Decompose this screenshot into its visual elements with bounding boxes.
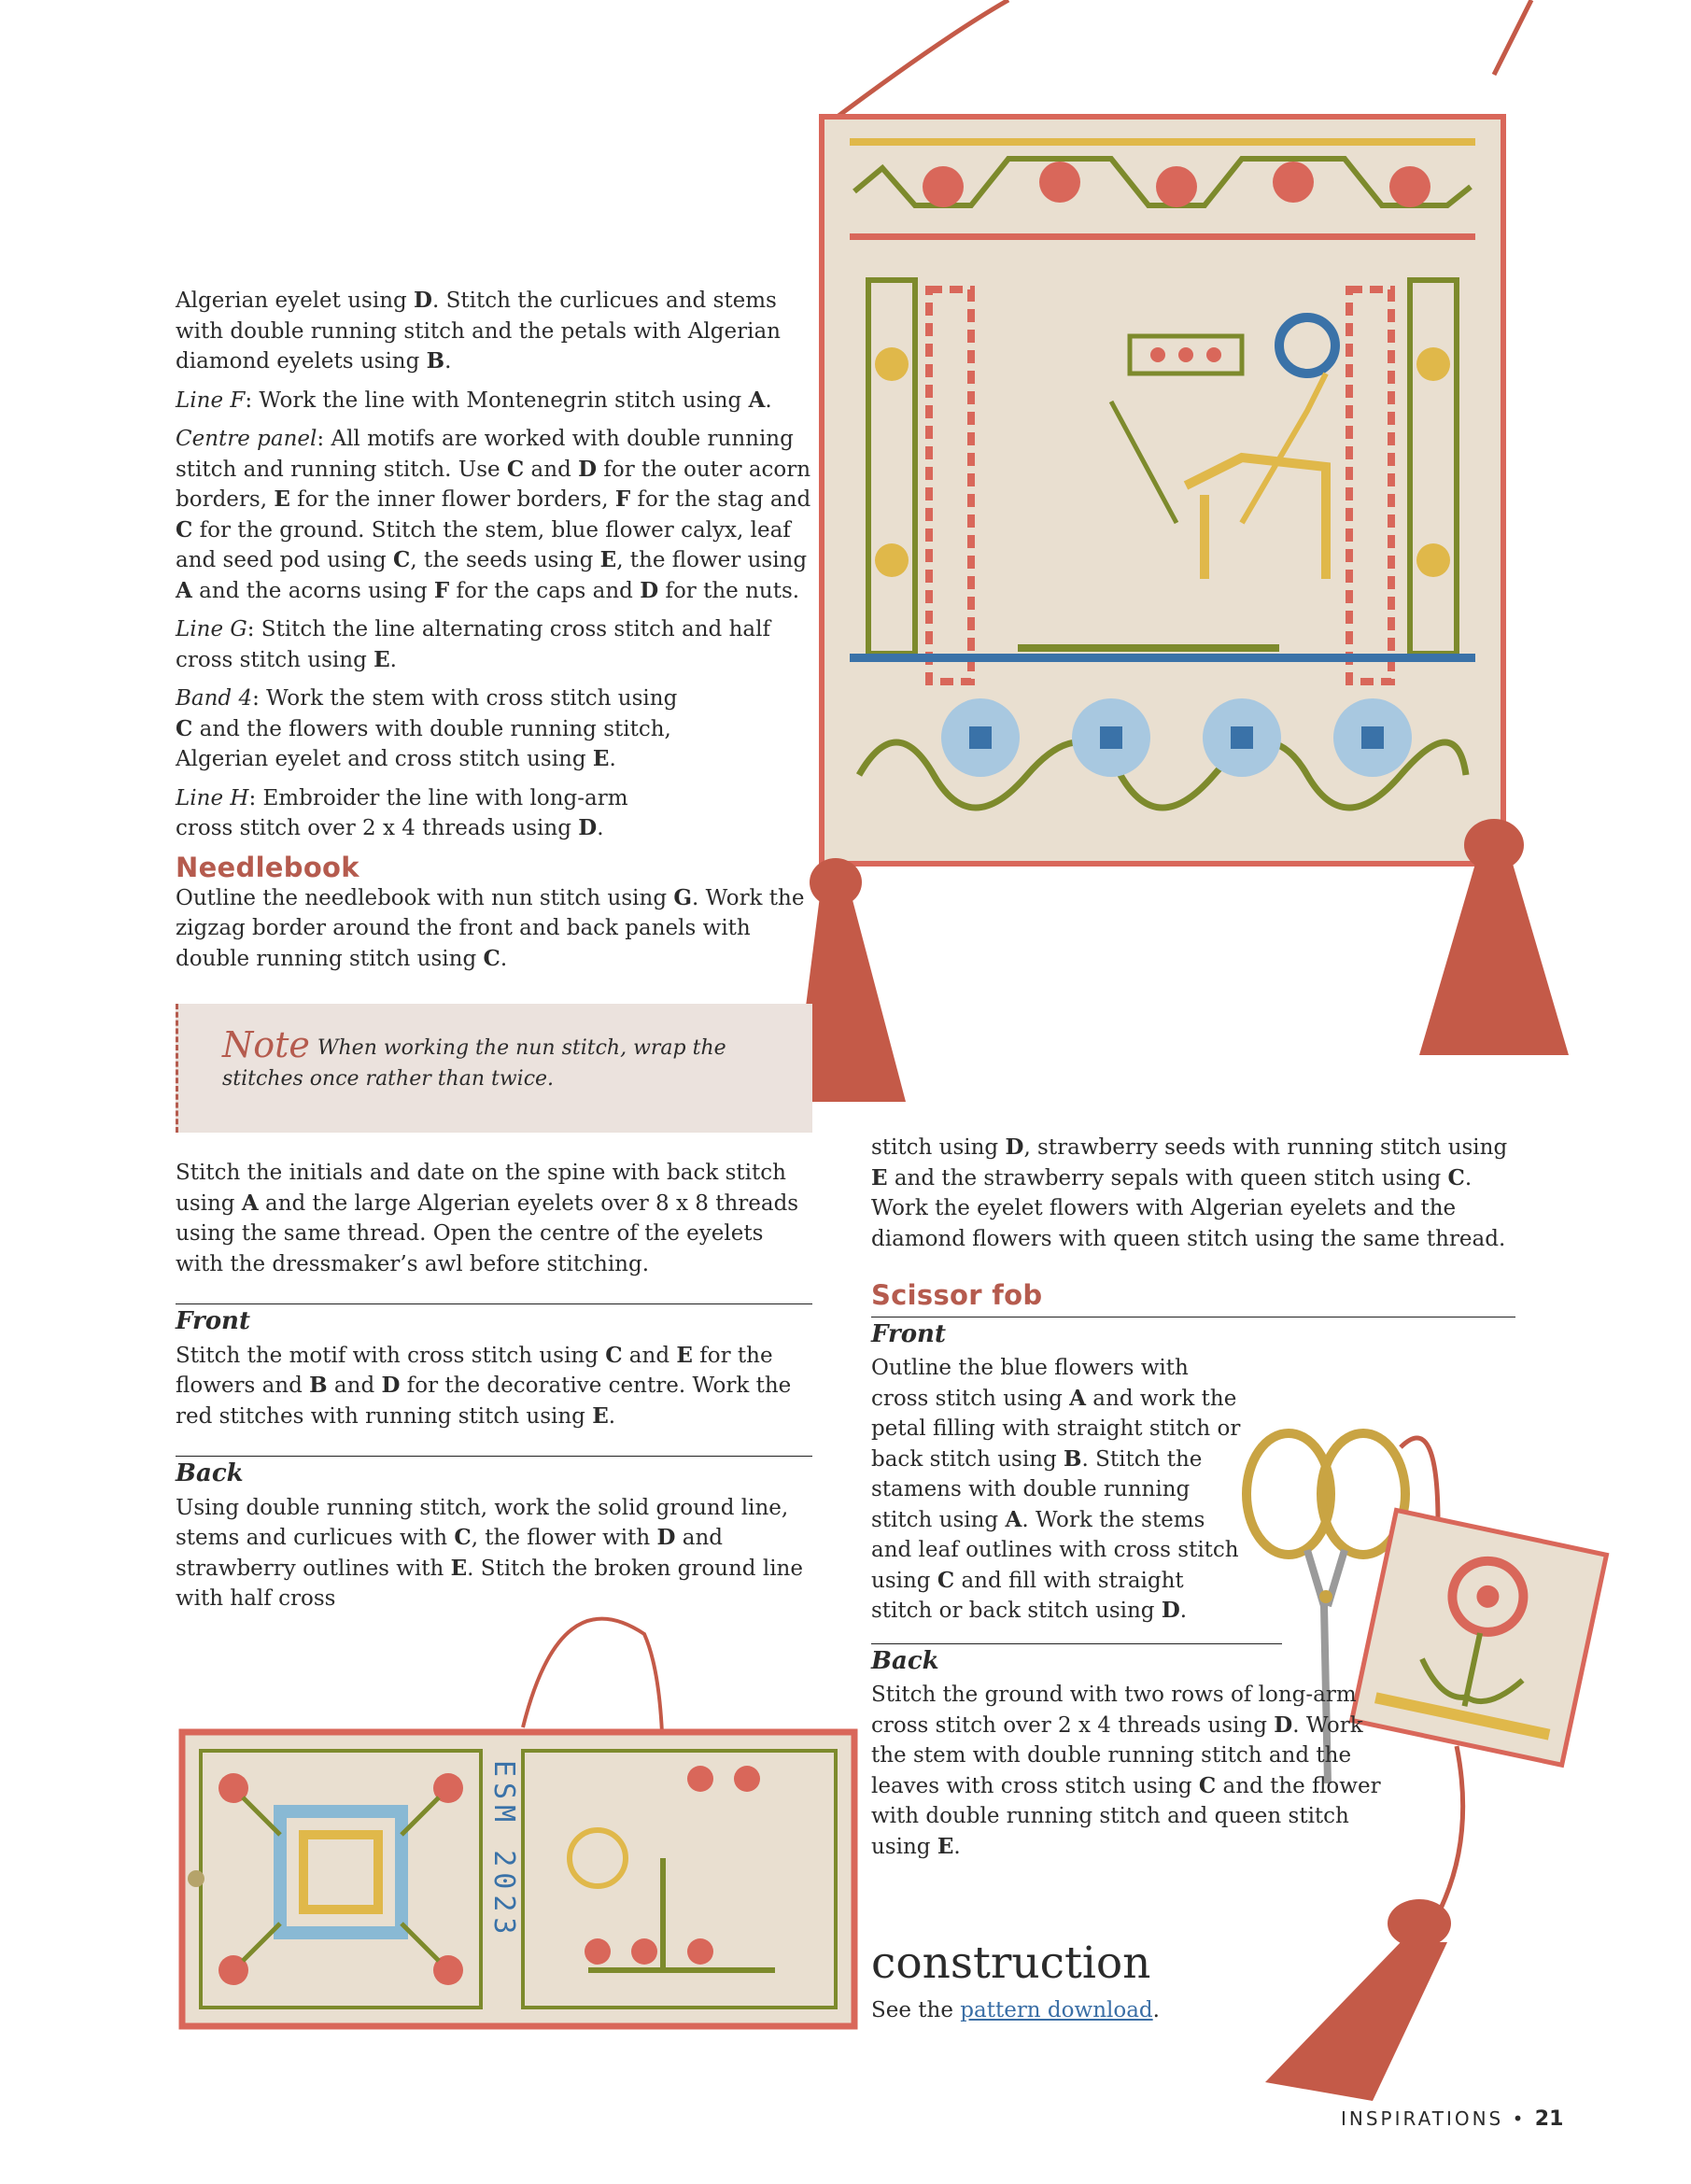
text-run: for the stag and — [630, 487, 811, 512]
thread-code: C — [454, 1525, 472, 1550]
text-run: . — [597, 816, 604, 840]
pattern-download-link[interactable]: pattern download — [960, 1998, 1153, 2022]
thread-code: A — [241, 1190, 259, 1216]
thread-code: C — [483, 945, 500, 971]
text-run: , the flower using — [616, 548, 808, 572]
thread-code: F — [614, 486, 631, 512]
text-run: , the flower with — [471, 1526, 657, 1550]
section-label: Line G — [176, 617, 247, 641]
text-run: : Stitch the line alternating cross stitch and half cross stitch using — [176, 617, 770, 672]
page-number: 21 — [1534, 2107, 1564, 2131]
construction-end: . — [1152, 1998, 1160, 2022]
thread-code: E — [676, 1342, 693, 1368]
text-run: and fill with straight stitch or back stitch using — [871, 1568, 1184, 1623]
text-run: and the acorns using — [191, 578, 434, 603]
text-run: Outline the needlebook with nun stitch using — [176, 885, 674, 910]
thread-code: C — [176, 715, 193, 741]
text-run: . Work the eyelet flowers with Algerian eyelets and the diamond flowers with queen stitch using the same thread. — [871, 1165, 1506, 1251]
thread-code: G — [673, 884, 693, 910]
text-run: for the inner flower borders, — [289, 487, 615, 512]
thread-code: C — [1198, 1772, 1217, 1798]
paragraph-needlebook-back — [176, 1493, 812, 1614]
thread-code: C — [393, 547, 411, 572]
paragraph-band-4 — [176, 683, 680, 775]
thread-code: D — [1161, 1598, 1180, 1623]
text-run: . Work the stems and leaf outlines with cross stitch using — [871, 1507, 1239, 1593]
section-label: Band 4 — [176, 686, 253, 711]
text-run: stitch using — [871, 1135, 1006, 1160]
thread-code: B — [309, 1373, 328, 1398]
magazine-name: INSPIRATIONS — [1341, 2107, 1504, 2130]
section-label: Line H — [176, 785, 249, 810]
paragraph-strawberry — [871, 1133, 1515, 1254]
note-text: When working the nun stitch, wrap the stitches once rather than twice. — [222, 1036, 726, 1091]
text-run: and the flowers with double running stitch, Algerian eyelet and cross stitch using — [176, 716, 671, 771]
left-column — [176, 286, 822, 852]
paragraph-needlebook — [176, 883, 822, 975]
paragraph-needlebook-front — [176, 1341, 812, 1432]
paragraph-eyelet — [176, 286, 822, 377]
thread-code: D — [578, 815, 598, 840]
needlebook-heading: Needlebook — [176, 852, 359, 883]
paragraph-line-h — [176, 783, 680, 844]
text-run: . — [1179, 1599, 1188, 1623]
text-run: and — [327, 1374, 382, 1398]
paragraph-initials — [176, 1158, 812, 1279]
text-run: for the ground. Stitch the stem, blue flower calyx, leaf and seed pod using — [176, 517, 791, 572]
thread-code: E — [274, 486, 290, 512]
text-run: Stitch the ground with two rows of long-arm cross stitch over 2 x 4 threads using — [871, 1683, 1357, 1738]
text-run: for the flowers and — [176, 1343, 773, 1398]
text-run: Stitch the motif with cross stitch using — [176, 1343, 606, 1368]
text-run: for the decorative centre. Work the red stitches with running stitch using — [176, 1374, 792, 1429]
thread-code: D — [578, 456, 598, 482]
paragraph-scissor-back — [871, 1680, 1394, 1862]
paragraph-line-f — [176, 386, 822, 416]
thread-code: D — [656, 1525, 676, 1550]
paragraph-scissor-front — [871, 1353, 1245, 1627]
thread-code: D — [414, 288, 432, 313]
construction-text — [871, 1995, 1431, 2026]
text-run: . Stitch the broken ground line with half cross — [176, 1556, 803, 1611]
paragraph-centre-panel — [176, 424, 822, 606]
text-run: and strawberry outlines with — [176, 1526, 724, 1581]
needlebook-image — [177, 1578, 896, 2045]
text-run: . — [609, 747, 616, 771]
text-run: , the seeds using — [410, 548, 600, 572]
thread-code: E — [592, 746, 610, 771]
thread-code: E — [592, 1402, 609, 1429]
text-run: for the outer acorn borders, — [176, 457, 811, 512]
right-column — [871, 1133, 1515, 1870]
page-footer — [1341, 2104, 1621, 2135]
text-run: and the flower with double running stitch and queen stitch using — [871, 1773, 1381, 1859]
text-run: , strawberry seeds with running stitch using — [1023, 1135, 1508, 1160]
text-run: . — [500, 946, 508, 971]
embroidered-hanging-image — [803, 0, 1643, 1111]
text-run: . — [953, 1834, 961, 1859]
footer-bullet: • — [1512, 2107, 1527, 2130]
text-run: and the strawberry sepals with queen stitch using — [887, 1165, 1448, 1191]
thread-code: A — [748, 387, 766, 413]
paragraph-line-g — [176, 614, 822, 675]
text-run: and — [524, 457, 579, 482]
note-label: Note — [222, 1024, 310, 1065]
section-label: Line F — [176, 387, 246, 413]
needlebook-front-heading: Front — [176, 1303, 812, 1337]
needlebook-back-heading: Back — [176, 1456, 812, 1489]
thread-code: D — [1005, 1134, 1024, 1160]
text-run: : Work the stem with cross stitch using — [252, 686, 678, 711]
thread-code: A — [1069, 1385, 1086, 1411]
thread-code: F — [433, 577, 450, 603]
text-run: Stitch the initials and date on the spine with back stitch using — [176, 1161, 786, 1216]
text-run: : Embroider the line with long-arm cross stitch over 2 x 4 threads using — [176, 785, 628, 840]
thread-code: B — [426, 348, 445, 373]
section-label: Centre panel — [176, 427, 317, 451]
construction-lead: See the — [871, 1998, 961, 2022]
thread-code: E — [450, 1555, 468, 1581]
thread-code: A — [1005, 1506, 1022, 1532]
text-run: . Work the zigzag border around the front and back panels with double running stitch using — [176, 885, 805, 971]
thread-code: C — [1447, 1164, 1465, 1191]
scissor-front-heading: Front — [871, 1317, 1515, 1350]
note-box — [176, 1004, 812, 1133]
text-run: . — [389, 647, 397, 672]
text-run: and — [622, 1343, 677, 1368]
thread-code: E — [373, 646, 390, 672]
construction-title: construction — [871, 1937, 1151, 1989]
construction-section — [871, 1937, 1431, 2035]
thread-code: A — [176, 577, 192, 603]
text-run: : Work the line with Montenegrin stitch using — [245, 387, 749, 413]
scissor-back-heading: Back — [871, 1643, 1282, 1677]
thread-code: E — [871, 1164, 888, 1191]
thread-code: B — [1064, 1445, 1082, 1472]
thread-code: E — [937, 1833, 954, 1859]
text-run: . — [765, 387, 772, 413]
text-run: for the caps and — [449, 578, 641, 603]
thread-code: E — [599, 547, 617, 572]
text-run: for the nuts. — [658, 578, 800, 603]
text-run: Outline the blue flowers with cross stitch using — [871, 1356, 1189, 1411]
thread-code: D — [1274, 1712, 1293, 1738]
text-run: . Stitch the stamens with double running stitch using — [871, 1446, 1203, 1532]
thread-code: D — [381, 1373, 401, 1398]
text-run: and the large Algerian eyelets over 8 x 8 threads using the same thread. Open the centre of the eyelets with the dressmaker’s awl before stitching. — [176, 1191, 799, 1276]
thread-code: C — [937, 1567, 955, 1593]
text-run: . Work the stem with double running stitch and the leaves with cross stitch using — [871, 1712, 1363, 1798]
thread-code: C — [176, 516, 193, 542]
thread-code: C — [506, 456, 525, 482]
scissor-fob-heading: Scissor fob — [871, 1279, 1043, 1311]
text-run: : All motifs are worked with double running stitch and running stitch. Use — [176, 427, 794, 482]
text-run: and work the petal filling with straight stitch or back stitch using — [871, 1386, 1241, 1472]
left-column-lower — [176, 1158, 812, 1623]
text-run: . — [608, 1403, 616, 1429]
text-run: . Stitch the curlicues and stems with double running stitch and the petals with Algerian diamond eyelets using — [176, 289, 781, 373]
needlebook-section — [176, 852, 822, 982]
text-run: . — [444, 349, 452, 373]
text-run: Using double running stitch, work the solid ground line, stems and curlicues with — [176, 1495, 789, 1550]
thread-code: C — [605, 1342, 623, 1368]
thread-code: D — [640, 577, 659, 603]
spine-text: ESM 2023 — [487, 1760, 520, 1940]
text-run: Algerian eyelet using — [176, 289, 415, 313]
